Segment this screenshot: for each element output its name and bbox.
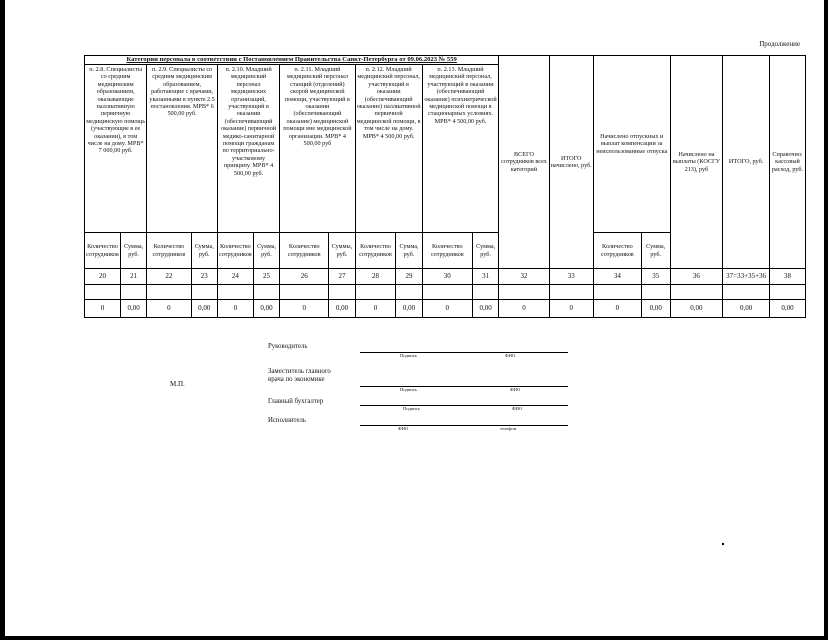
- group-2-13: п. 2.13. Младший медицинский персонал, участвующий в оказании (обеспечивающий оказание) психиатрической медицинской помощи в стационарных условиях. МРВ* 4 500,00 руб.: [422, 65, 499, 233]
- column-number: 25: [253, 269, 279, 285]
- column-number: 29: [396, 269, 422, 285]
- total-cell: 0: [217, 300, 253, 318]
- total-cell: 0,00: [120, 300, 146, 318]
- sub-sum: Сумма, руб.: [472, 233, 498, 269]
- total-cell: 0,00: [723, 300, 770, 318]
- column-number: 28: [355, 269, 396, 285]
- total-cell: 0,00: [253, 300, 279, 318]
- scan-left-border: [0, 0, 5, 640]
- sub-sum: Сумма, руб.: [120, 233, 146, 269]
- executor-signature-line: [360, 425, 568, 426]
- header-total-staff: ВСЕГО сотрудников всех категорий: [499, 56, 549, 269]
- continued-label: Продолжение: [759, 40, 800, 48]
- header-total-accrued: ИТОГО начислено, руб.: [549, 56, 593, 269]
- total-cell: 0,00: [641, 300, 670, 318]
- column-number: 33: [549, 269, 593, 285]
- head-label: Руководитель: [268, 343, 308, 350]
- total-cell: 0,00: [472, 300, 498, 318]
- fio-caption: ФИО: [505, 353, 516, 358]
- header-payments: Начислено на выплаты (КОСГУ 213), руб: [670, 56, 723, 269]
- header-vacation: Начислено отпускных и выплат компенсации за неиспользованные отпуска: [593, 56, 670, 233]
- fio-caption: ФИО: [510, 387, 521, 392]
- group-2-8: п. 2.8. Специалисты со средним медицинским образованием, оказывающие паллиативную первичную медицинскую помощь (участвующие в ее оказании), в том числе на дому. МРВ* 7 000,00 руб.: [85, 65, 147, 233]
- column-number: 22: [147, 269, 191, 285]
- total-cell: 0,00: [329, 300, 355, 318]
- scan-speck: [722, 543, 724, 545]
- fio-caption: ФИО: [398, 426, 409, 431]
- column-number: 34: [593, 269, 641, 285]
- accountant-signature-line: [360, 405, 568, 406]
- column-number: 37=33+35+36: [723, 269, 770, 285]
- column-number: 32: [499, 269, 549, 285]
- scan-right-border: [824, 0, 828, 640]
- total-cell: 0: [280, 300, 329, 318]
- column-number: 21: [120, 269, 146, 285]
- totals-row: [85, 300, 806, 318]
- signature-caption: Подпись: [400, 387, 417, 392]
- executor-label: Исполнитель: [268, 417, 307, 424]
- accountant-label: Главный бухгалтер: [268, 398, 324, 405]
- sub-count: Количество сотрудников: [280, 233, 329, 269]
- stamp-label: М.П.: [170, 380, 185, 388]
- column-number: 27: [329, 269, 355, 285]
- header-total: ИТОГО, руб.: [723, 56, 770, 269]
- fio-caption: ФИО: [512, 406, 523, 411]
- sub-count: Количество сотрудников: [217, 233, 253, 269]
- total-cell: 0,00: [769, 300, 805, 318]
- sub-sum: Сумма, руб.: [253, 233, 279, 269]
- column-number-row: [85, 269, 806, 285]
- sub-sum: Сумма, руб.: [396, 233, 422, 269]
- signature-caption: Подпись: [403, 406, 420, 411]
- total-cell: 0: [85, 300, 121, 318]
- total-cell: 0: [499, 300, 549, 318]
- sub-sum: Сумма, руб.: [641, 233, 670, 269]
- column-number: 36: [670, 269, 723, 285]
- total-cell: 0: [549, 300, 593, 318]
- total-cell: 0: [147, 300, 191, 318]
- scan-bottom-border: [0, 636, 828, 640]
- column-number: 23: [191, 269, 217, 285]
- head-signature-line: [360, 352, 568, 353]
- column-number: 26: [280, 269, 329, 285]
- total-cell: 0: [355, 300, 396, 318]
- column-number: 31: [472, 269, 498, 285]
- empty-row: [85, 285, 806, 300]
- phone-caption: телефон: [500, 426, 517, 431]
- sub-count: Количество сотрудников: [593, 233, 641, 269]
- column-number: 35: [641, 269, 670, 285]
- total-cell: 0: [593, 300, 641, 318]
- report-table: [84, 55, 806, 318]
- group-2-10: п. 2.10. Младший медицинский персонал медицинских организаций, участвующий в оказании (обеспечивающий оказание) первичной медико-санитарной помощи гражданам по территориально-участковому принципу. МРВ* 4 500,00 руб.: [217, 65, 279, 233]
- sub-sum: Суммы, руб.: [329, 233, 355, 269]
- sub-sum: Сумма, руб.: [191, 233, 217, 269]
- total-cell: 0,00: [670, 300, 723, 318]
- column-number: 20: [85, 269, 121, 285]
- header-reference: Справочно: кассовый расход, руб.: [769, 56, 805, 269]
- sub-count: Количество сотрудников: [85, 233, 121, 269]
- group-2-12: п. 2.12. Младший медицинский персонал, участвующий в оказании (обеспечивающий оказание) паллиативной первичной медицинской помощи, в том числе на дому. МРВ* 4 500,00 руб.: [355, 65, 422, 233]
- column-number: 38: [769, 269, 805, 285]
- total-cell: 0: [422, 300, 472, 318]
- total-cell: 0,00: [396, 300, 422, 318]
- category-title: Категории персонала в соответствии с Постановлением Правительства Санкт-Петербурга от 09.06.2023 № 559: [85, 56, 499, 65]
- group-2-11: п. 2.11. Младший медицинский персонал станций (отделений) скорой медицинской помощи, участвующий в оказании (обеспечивающий оказание) медицинской помощи вне медицинской организации. МРВ* 4 500,00 руб: [280, 65, 355, 233]
- sub-count: Количество сотрудников: [355, 233, 396, 269]
- deputy-label: Заместитель главного врача по экономике: [268, 368, 331, 383]
- sub-count: Количество сотрудников: [422, 233, 472, 269]
- column-number: 30: [422, 269, 472, 285]
- total-cell: 0,00: [191, 300, 217, 318]
- group-2-9: п. 2.9. Специалисты со средним медицинским образованием, работающие с врачами, указанными в пункте 2.5 постановления. МРВ* 6 500,00 руб.: [147, 65, 218, 233]
- signature-caption: Подпись: [400, 353, 417, 358]
- sub-count: Количество сотрудников: [147, 233, 191, 269]
- column-number: 24: [217, 269, 253, 285]
- deputy-signature-line: [360, 386, 568, 387]
